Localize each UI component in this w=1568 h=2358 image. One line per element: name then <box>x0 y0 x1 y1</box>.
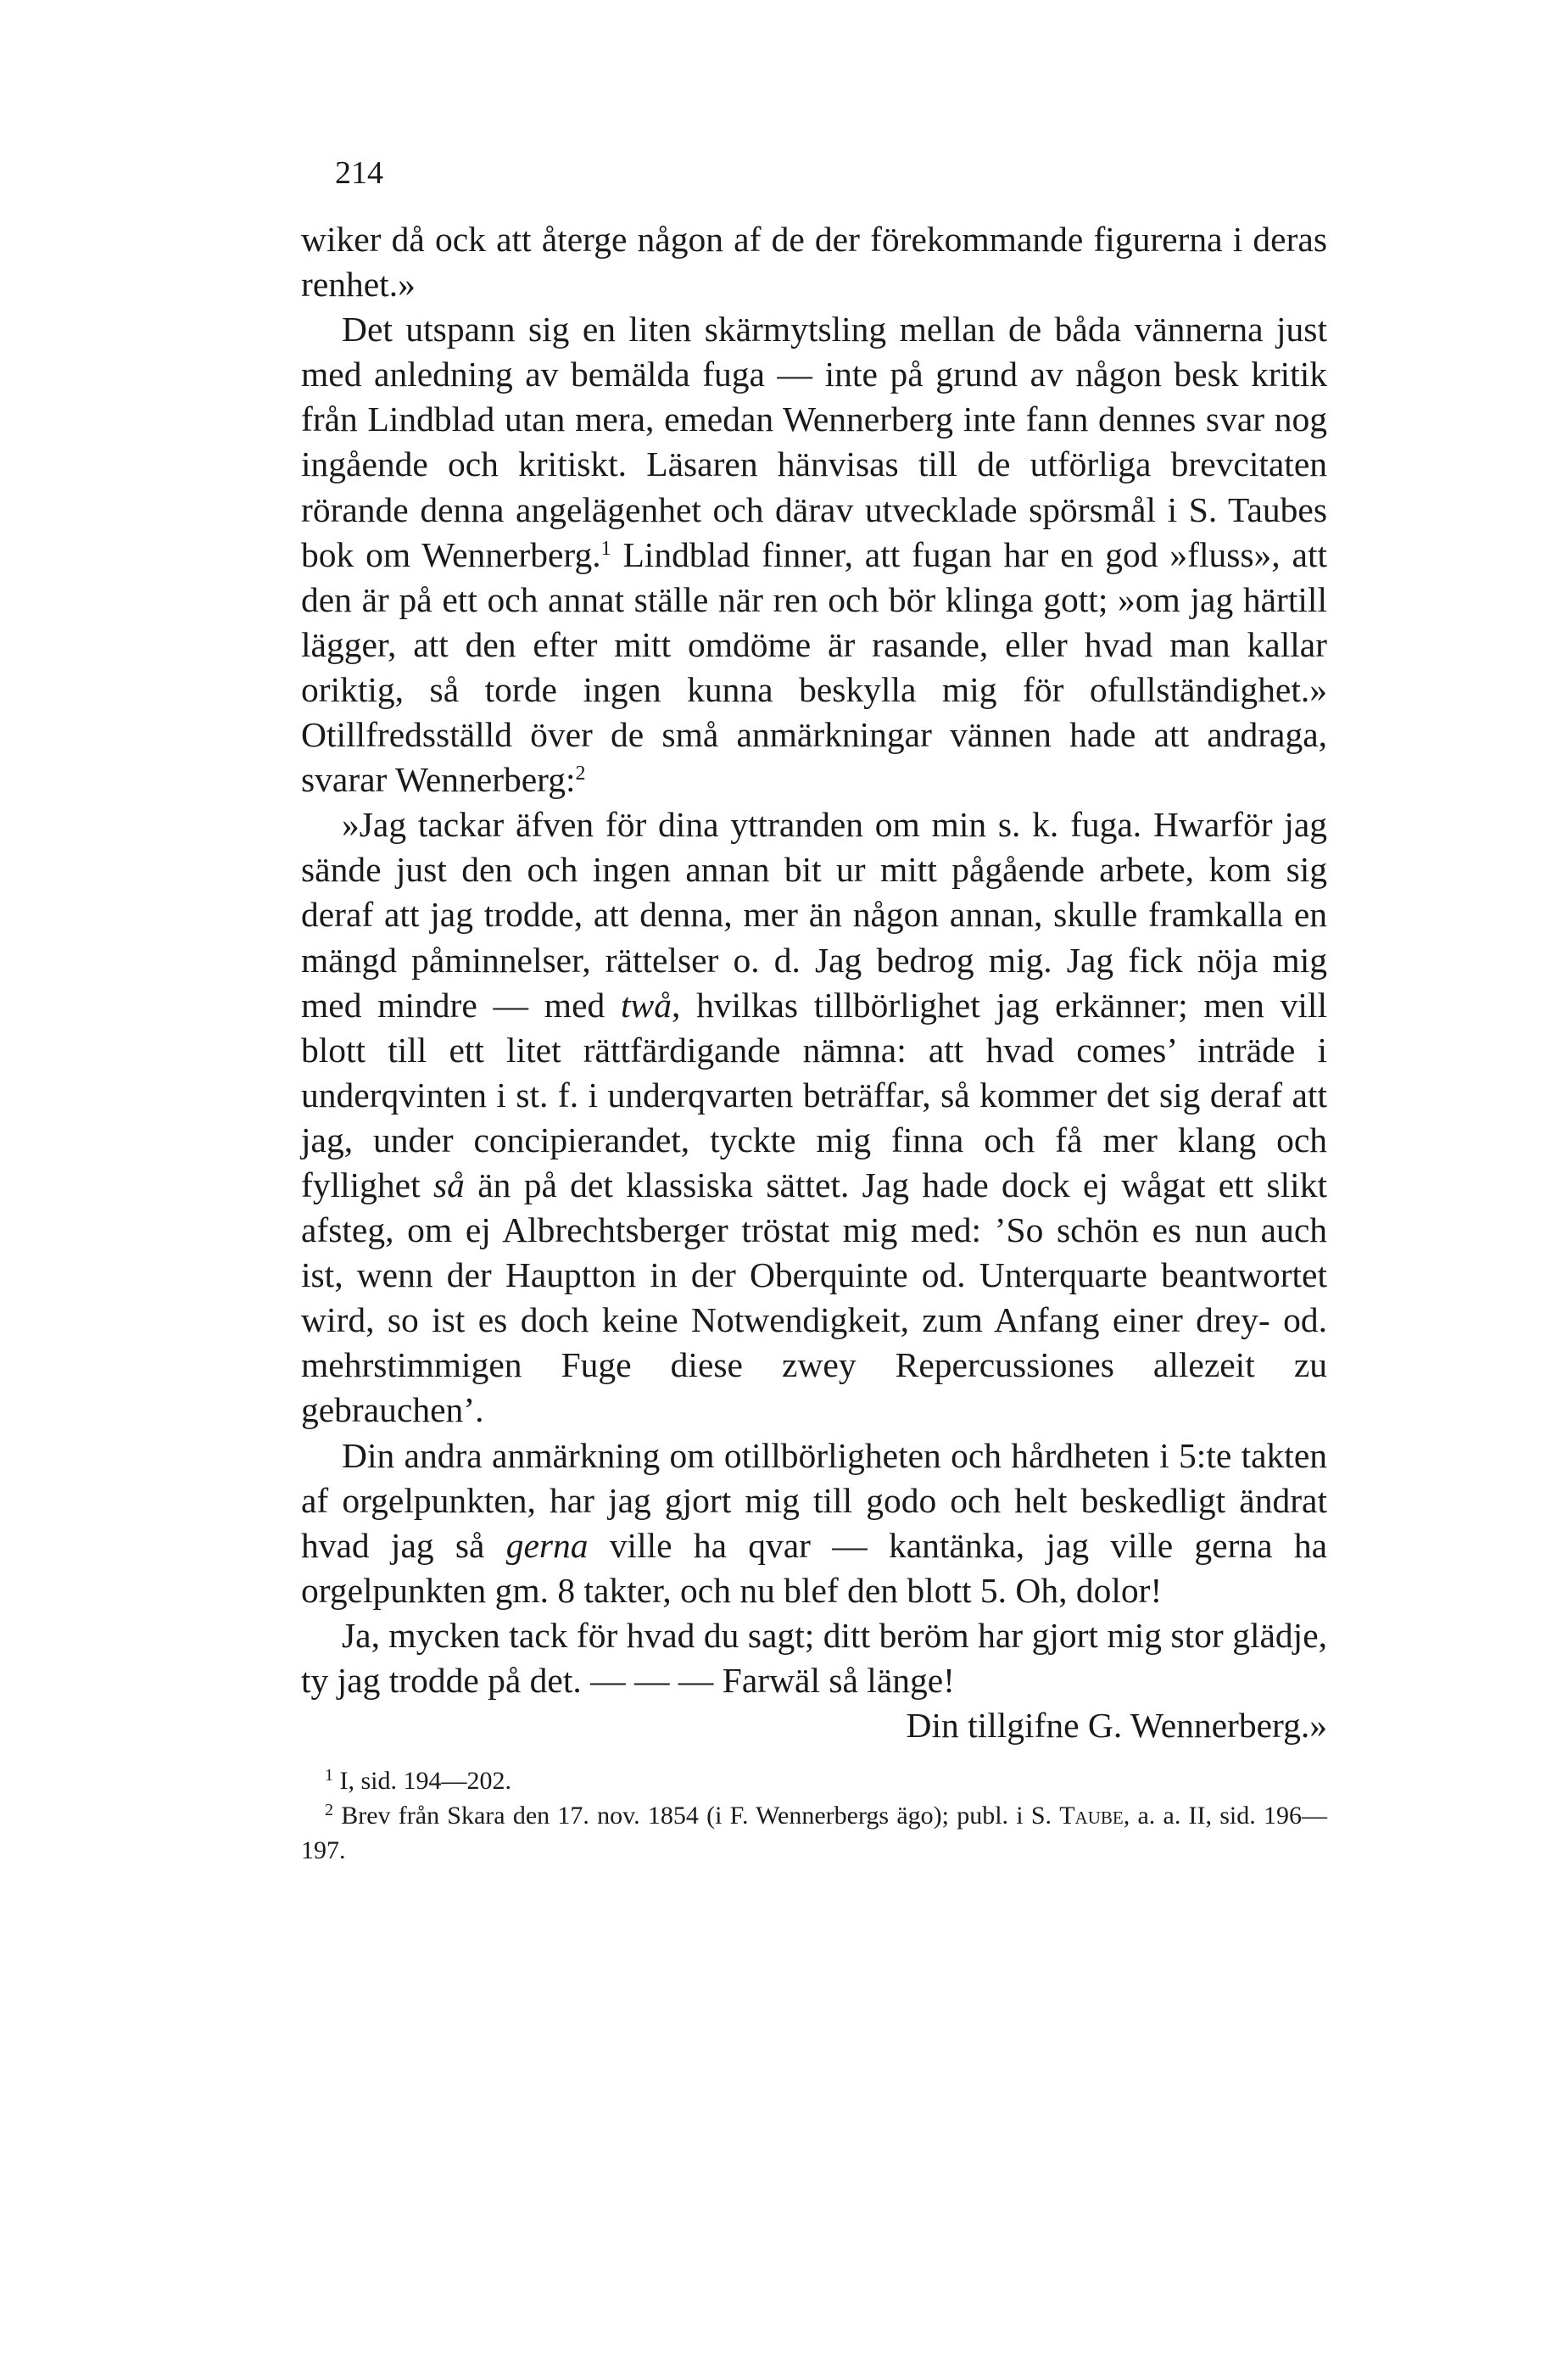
footnote-marker: 2 <box>325 1801 333 1820</box>
paragraph-thanks: Ja, mycken tack för hvad du sagt; ditt beröm har gjort mig stor glädje, ty jag trodde på det. — — — Farwäl så länge! <box>301 1615 1327 1700</box>
book-page <box>301 153 1327 1868</box>
paragraph-letter-quote: »Jag tackar äfven för dina yttranden om min s. k. fuga. Hwarför jag sände just den och ingen annan bit ur mitt pågående arbete, kom sig deraf att jag trodde, att denna, mer än någon annan, skulle framkalla en mängd påminnelser, rättelser o. d. Jag bedrog mig. Jag fick nöja mig med mindre — med twå, hvilkas tillbörlighet jag erkänner; men vill blott till ett litet rättfärdigande nämna: att hvad comes’ inträde i underqvinten i st. f. i underqvarten beträffar, så kommer det sig deraf att jag, under concipierandet, tyckte mig finna och få mer klang och fyllighet så än på det klassiska sättet. Jag hade dock ej wågat ett slikt afsteg, om ej Albrechtsberger tröstat mig med: ’So schön es nun auch ist, wenn der Hauptton in der Oberquinte od. Unterquarte beantwortet wird, so ist es doch keine Notwendigkeit, zum Anfang einer drey- od. mehrstimmigen Fuge diese zwey Repercussiones allezeit zu gebrauchen’. <box>301 805 1327 1430</box>
small-caps-name: Taube <box>1059 1802 1124 1830</box>
footnote-marker: 2 <box>575 763 586 785</box>
paragraph-skirmish: Det utspann sig en liten skärmytsling mellan de båda vännerna just med anledning av bemälda fuga — inte på grund av någon besk kritik från Lindblad utan mera, emedan Wennerberg inte fann dennes svar nog ingående och kritiskt. Läsaren hänvisas till de utförliga brevcitaten rörande denna angelägenhet och därav utvecklade spörsmål i S. Taubes bok om Wennerberg.$^1$ Lindblad finner, att fugan har en god »fluss», att den är på ett och annat ställe när ren och bör klinga gott; »om jag härtill lägger, att den efter mitt omdöme är rasande, eller hvad man kallar oriktig, så torde ingen kunna beskylla mig för ofullständighet.» Otillfredsställd över de små anmärkningar vännen hade att andraga, svarar Wennerberg:$^2$ <box>301 310 1328 800</box>
emphasis-text: så <box>432 1165 465 1204</box>
footnote-1: $^1$ I, sid. 194—202. <box>325 1766 511 1796</box>
letter-signature: Din tillgifne G. Wennerberg.» <box>906 1706 1327 1746</box>
body-text <box>301 217 1327 1748</box>
footnote-marker: 1 <box>600 537 611 560</box>
page-number: 214 <box>335 155 383 191</box>
paragraph-organ-point: Din andra anmärkning om otillbörligheten och hårdheten i 5:te takten af orgelpunkten, har jag gjort mig till godo och helt beskedligt ändrat hvad jag så gerna ville ha qvar — kantänka, jag ville gerna ha orgelpunkten gm. 8 takter, och nu blef den blott 5. Oh, dolor! <box>301 1435 1327 1610</box>
footnotes <box>301 1763 1327 1868</box>
emphasis-text: gerna <box>505 1525 589 1565</box>
footnote-marker: 1 <box>325 1766 333 1785</box>
paragraph-continuation: wiker då ock att återge någon af de der förekommande figurerna i deras renhet.» <box>301 220 1327 305</box>
footnote-2: $^2$ Brev från Skara den 17. nov. 1854 (i F. Wennerbergs ägo); publ. i S. Taube, a. a. II, sid. 196—197. <box>301 1801 1327 1865</box>
emphasis-text: twå <box>621 985 672 1025</box>
